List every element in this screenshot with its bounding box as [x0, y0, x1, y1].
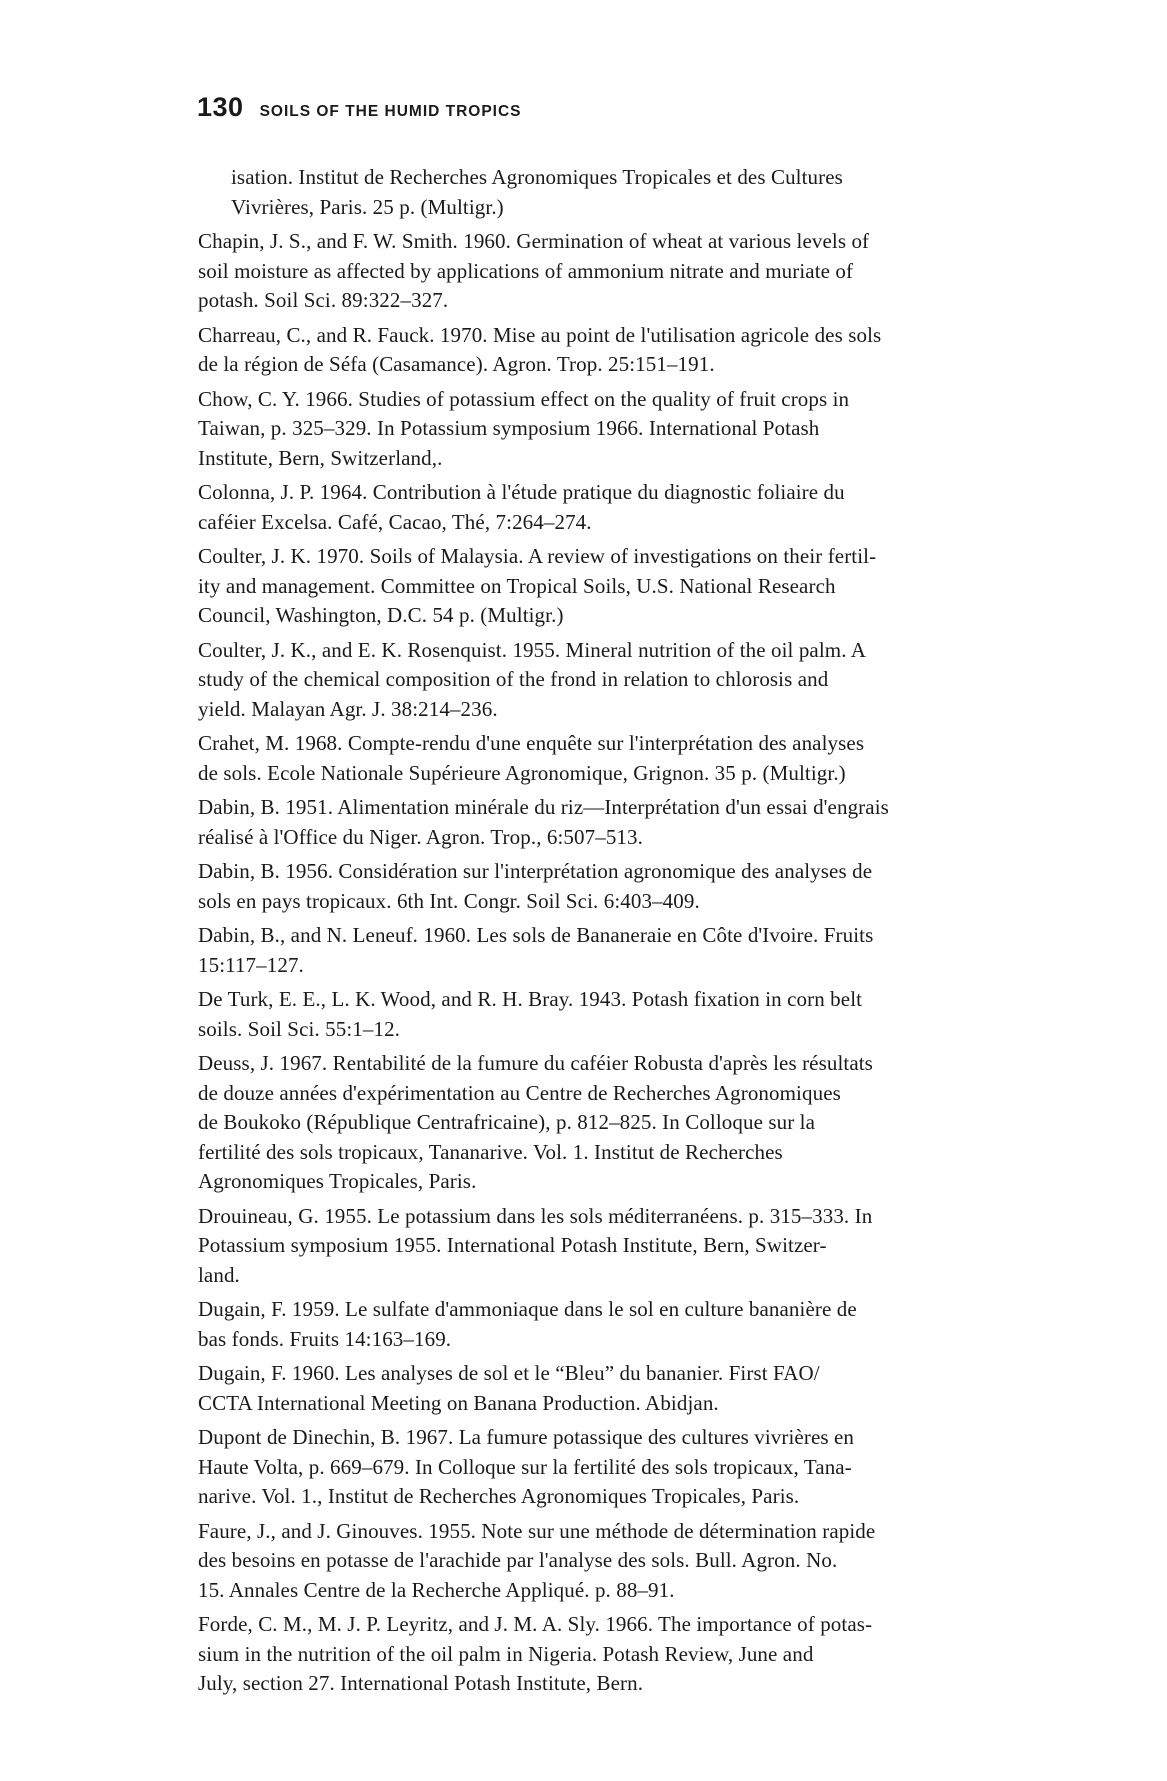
reference-line: soil moisture as affected by applications of ammonium nitrate and muriate of [198, 258, 854, 283]
reference-line: De Turk, E. E., L. K. Wood, and R. H. Bray. 1943. Potash fixation in corn belt [198, 987, 863, 1011]
reference-line: Council, Washington, D.C. 54 p. (Multigr.) [198, 603, 564, 627]
reference-line: Dugain, F. 1960. Les analyses de sol et le “Bleu” du bananier. First FAO/ [198, 1361, 820, 1385]
reference-entry [198, 321, 1078, 380]
reference-entry [198, 985, 1078, 1044]
page-header [197, 92, 522, 123]
reference-line: sols en pays tropicaux. 6th Int. Congr. Soil Sci. 6:403–409. [198, 888, 700, 913]
reference-line: ity and management. Committee on Tropical Soils, U.S. National Research [198, 573, 836, 598]
reference-entry [198, 1295, 1078, 1354]
reference-line: Taiwan, p. 325–329. In Potassium symposium 1966. International Potash [198, 416, 820, 440]
reference-line: réalisé à l'Office du Niger. Agron. Trop., 6:507–513. [198, 824, 643, 849]
reference-line: land. [198, 1262, 240, 1287]
reference-line: fertilité des sols tropicaux, Tananarive. Vol. 1. Institut de Recherches [198, 1139, 783, 1164]
reference-line: Institute, Bern, Switzerland,. [198, 445, 443, 470]
reference-line: isation. Institut de Recherches Agronomiques Tropicales et des Cultures [231, 165, 843, 189]
reference-line: Crahet, M. 1968. Compte-rendu d'une enquête sur l'interprétation des analyses [198, 731, 865, 755]
reference-entry [198, 857, 1078, 916]
reference-line: de Boukoko (République Centrafricaine), p. 812–825. In Colloque sur la [198, 1110, 816, 1134]
reference-entry [198, 1517, 1078, 1606]
page-number: 130 [197, 92, 244, 122]
reference-line: Forde, C. M., M. J. P. Leyritz, and J. M. A. Sly. 1966. The importance of potas- [198, 1612, 873, 1636]
reference-line: Potassium symposium 1955. International Potash Institute, Bern, Switzer- [198, 1233, 827, 1257]
reference-line: Dabin, B. 1956. Considération sur l'interprétation agronomique des analyses de [198, 859, 873, 883]
reference-line: Agronomiques Tropicales, Paris. [198, 1169, 477, 1193]
reference-line: 15. Annales Centre de la Recherche Appliqué. p. 88–91. [198, 1577, 675, 1602]
reference-line: des besoins en potasse de l'arachide par l'analyse des sols. Bull. Agron. No. [198, 1548, 838, 1572]
reference-line: study of the chemical composition of the frond in relation to chlorosis and [198, 667, 829, 691]
reference-line: soils. Soil Sci. 55:1–12. [198, 1016, 401, 1041]
reference-entry [198, 1359, 1078, 1418]
reference-entry [198, 542, 1078, 631]
reference-line: Dugain, F. 1959. Le sulfate d'ammoniaque dans le sol en culture bananière de [198, 1297, 857, 1321]
reference-line: Vivrières, Paris. 25 p. (Multigr.) [231, 194, 504, 219]
reference-line: Chapin, J. S., and F. W. Smith. 1960. Germination of wheat at various levels of [198, 229, 870, 253]
reference-line: CCTA International Meeting on Banana Production. Abidjan. [198, 1390, 719, 1415]
reference-line: caféier Excelsa. Café, Cacao, Thé, 7:264–274. [198, 509, 592, 534]
reference-line: 15:117–127. [198, 952, 304, 977]
reference-entry [198, 385, 1078, 474]
reference-line: Charreau, C., and R. Fauck. 1970. Mise au point de l'utilisation agricole des sols [198, 322, 882, 347]
reference-entry [198, 921, 1078, 980]
reference-line: Coulter, J. K., and E. K. Rosenquist. 1955. Mineral nutrition of the oil palm. A [198, 637, 867, 662]
reference-line: Dabin, B. 1951. Alimentation minérale du riz—Interprétation d'un essai d'engrais [198, 795, 889, 819]
reference-line: Haute Volta, p. 669–679. In Colloque sur la fertilité des sols tropicaux, Tana- [198, 1454, 852, 1479]
running-head: SOILS OF THE HUMID TROPICS [259, 103, 522, 120]
reference-line: Drouineau, G. 1955. Le potassium dans les sols méditerranéens. p. 315–333. In [198, 1203, 873, 1228]
reference-entry [198, 793, 1078, 852]
reference-line: Deuss, J. 1967. Rentabilité de la fumure du caféier Robusta d'après les résultats [198, 1051, 873, 1075]
reference-entry [198, 1202, 1078, 1291]
reference-line: Chow, C. Y. 1966. Studies of potassium effect on the quality of fruit crops in [198, 386, 850, 411]
reference-entry [198, 1049, 1078, 1197]
reference-line: Faure, J., and J. Ginouves. 1955. Note sur une méthode de détermination rapide [198, 1518, 876, 1543]
reference-entry [198, 636, 1078, 725]
reference-line: potash. Soil Sci. 89:322–327. [198, 288, 449, 312]
reference-line: Coulter, J. K. 1970. Soils of Malaysia. A review of investigations on their fertil- [198, 544, 877, 568]
reference-line: de sols. Ecole Nationale Supérieure Agronomique, Grignon. 35 p. (Multigr.) [198, 760, 846, 785]
reference-line: narive. Vol. 1., Institut de Recherches Agronomiques Tropicales, Paris. [198, 1484, 800, 1508]
reference-line: de la région de Séfa (Casamance). Agron. Trop. 25:151–191. [198, 352, 715, 376]
reference-line: de douze années d'expérimentation au Centre de Recherches Agronomiques [198, 1080, 841, 1105]
reference-line: Colonna, J. P. 1964. Contribution à l'étude pratique du diagnostic foliaire du [198, 480, 845, 504]
reference-line: yield. Malayan Agr. J. 38:214–236. [198, 696, 498, 721]
reference-entry [198, 478, 1078, 537]
reference-continuation [198, 163, 1078, 222]
reference-line: bas fonds. Fruits 14:163–169. [198, 1326, 452, 1351]
reference-line: Dabin, B., and N. Leneuf. 1960. Les sols de Bananeraie en Côte d'Ivoire. Fruits [198, 923, 874, 947]
reference-entry [198, 1610, 1078, 1699]
reference-entry [198, 729, 1078, 788]
reference-line: July, section 27. International Potash Institute, Bern. [198, 1671, 644, 1695]
reference-entry [198, 227, 1078, 316]
reference-entry [198, 1423, 1078, 1512]
reference-line: sium in the nutrition of the oil palm in Nigeria. Potash Review, June and [198, 1641, 814, 1666]
reference-list [198, 163, 1078, 1704]
reference-line: Dupont de Dinechin, B. 1967. La fumure potassique des cultures vivrières en [198, 1425, 855, 1449]
